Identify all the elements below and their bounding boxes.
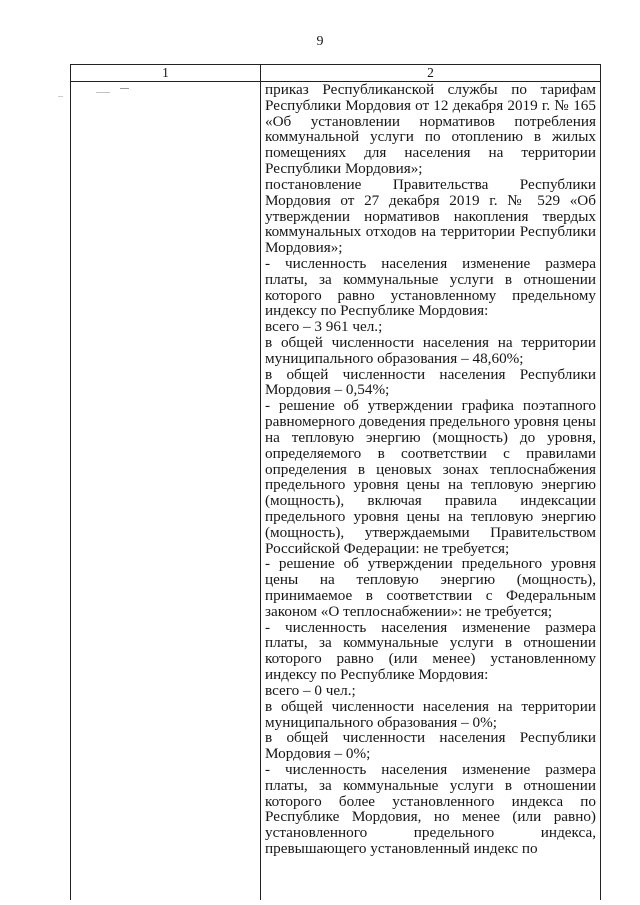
paragraph-population-equal-limit: - численность населения изменение размера платы, за коммунальные услуги в отношении которого равно установленному предельному индексу по Республике Мордовия: xyxy=(265,254,596,320)
paragraph-total-3961: всего – 3 961 чел.; xyxy=(265,318,383,336)
column-1-header: 1 xyxy=(162,65,169,80)
paragraph-municipal-share-0: в общей численности населения на территории муниципального образования – 0%; xyxy=(265,697,596,731)
document-table xyxy=(70,64,601,900)
paragraph-order-165: приказ Республиканской службы по тарифам Республики Мордовия от 12 декабря 2019 г. № 165 «Об установлении нормативов потребления коммунальной услуги по отоплению в жилых помещениях для населения на территории Республики Мордовия»; xyxy=(265,81,596,178)
paragraph-population-equal-or-less: - численность населения изменение размера платы, за коммунальные услуги в отношении которого равно (или менее) установленному индексу по Республике Мордовия: xyxy=(265,618,596,684)
page-number: 9 xyxy=(316,34,324,49)
paragraph-total-0: всего – 0 чел.; xyxy=(265,681,356,699)
table-header-row xyxy=(71,65,600,82)
scan-artifact xyxy=(58,96,63,97)
scan-artifact xyxy=(96,92,110,93)
scan-artifact xyxy=(120,88,129,89)
paragraph-republic-share-054: в общей численности населения Республики Мордовия – 0,54%; xyxy=(265,365,596,399)
paragraph-republic-share-0: в общей численности населения Республики Мордовия – 0%; xyxy=(265,729,596,763)
column-divider xyxy=(260,65,261,900)
paragraph-population-more-than-index: - численность населения изменение размера платы, за коммунальные услуги в отношении которого более установленного индекса по Республике Мордовия, но менее (или равно) установленного предельного индекса, превышающего установленный индекс по xyxy=(265,760,596,857)
paragraph-resolution-529: постановление Правительства Республики Мордовия от 27 декабря 2019 г. № 529 «Об утверждении нормативов накопления твердых коммунальных отходов на территории Республики Мордовия»; xyxy=(265,175,596,257)
paragraph-municipal-share-48: в общей численности населения на территории муниципального образования – 48,60%; xyxy=(265,334,596,367)
paragraph-price-limit-decision: - решение об утверждении предельного уровня цены на тепловую энергию (мощность), принимаемое в соответствии с Федеральным законом «О теплоснабжении»: не требуется; xyxy=(265,555,596,620)
column-2-content xyxy=(265,82,596,857)
column-2-header: 2 xyxy=(427,65,434,80)
paragraph-schedule-decision: - решение об утверждении графика поэтапного равномерного доведения предельного уровня цены на тепловую энергию (мощность) до уровня, определяемого в соответствии с правилами определения в ценовых зонах теплоснабжения предельного уровня цены на тепловую энергию (мощность), включая правила индексации предельного уровня цены на тепловую энергию (мощность), утверждаемыми Правительством Российской Федерации: не требуется; xyxy=(265,397,596,557)
